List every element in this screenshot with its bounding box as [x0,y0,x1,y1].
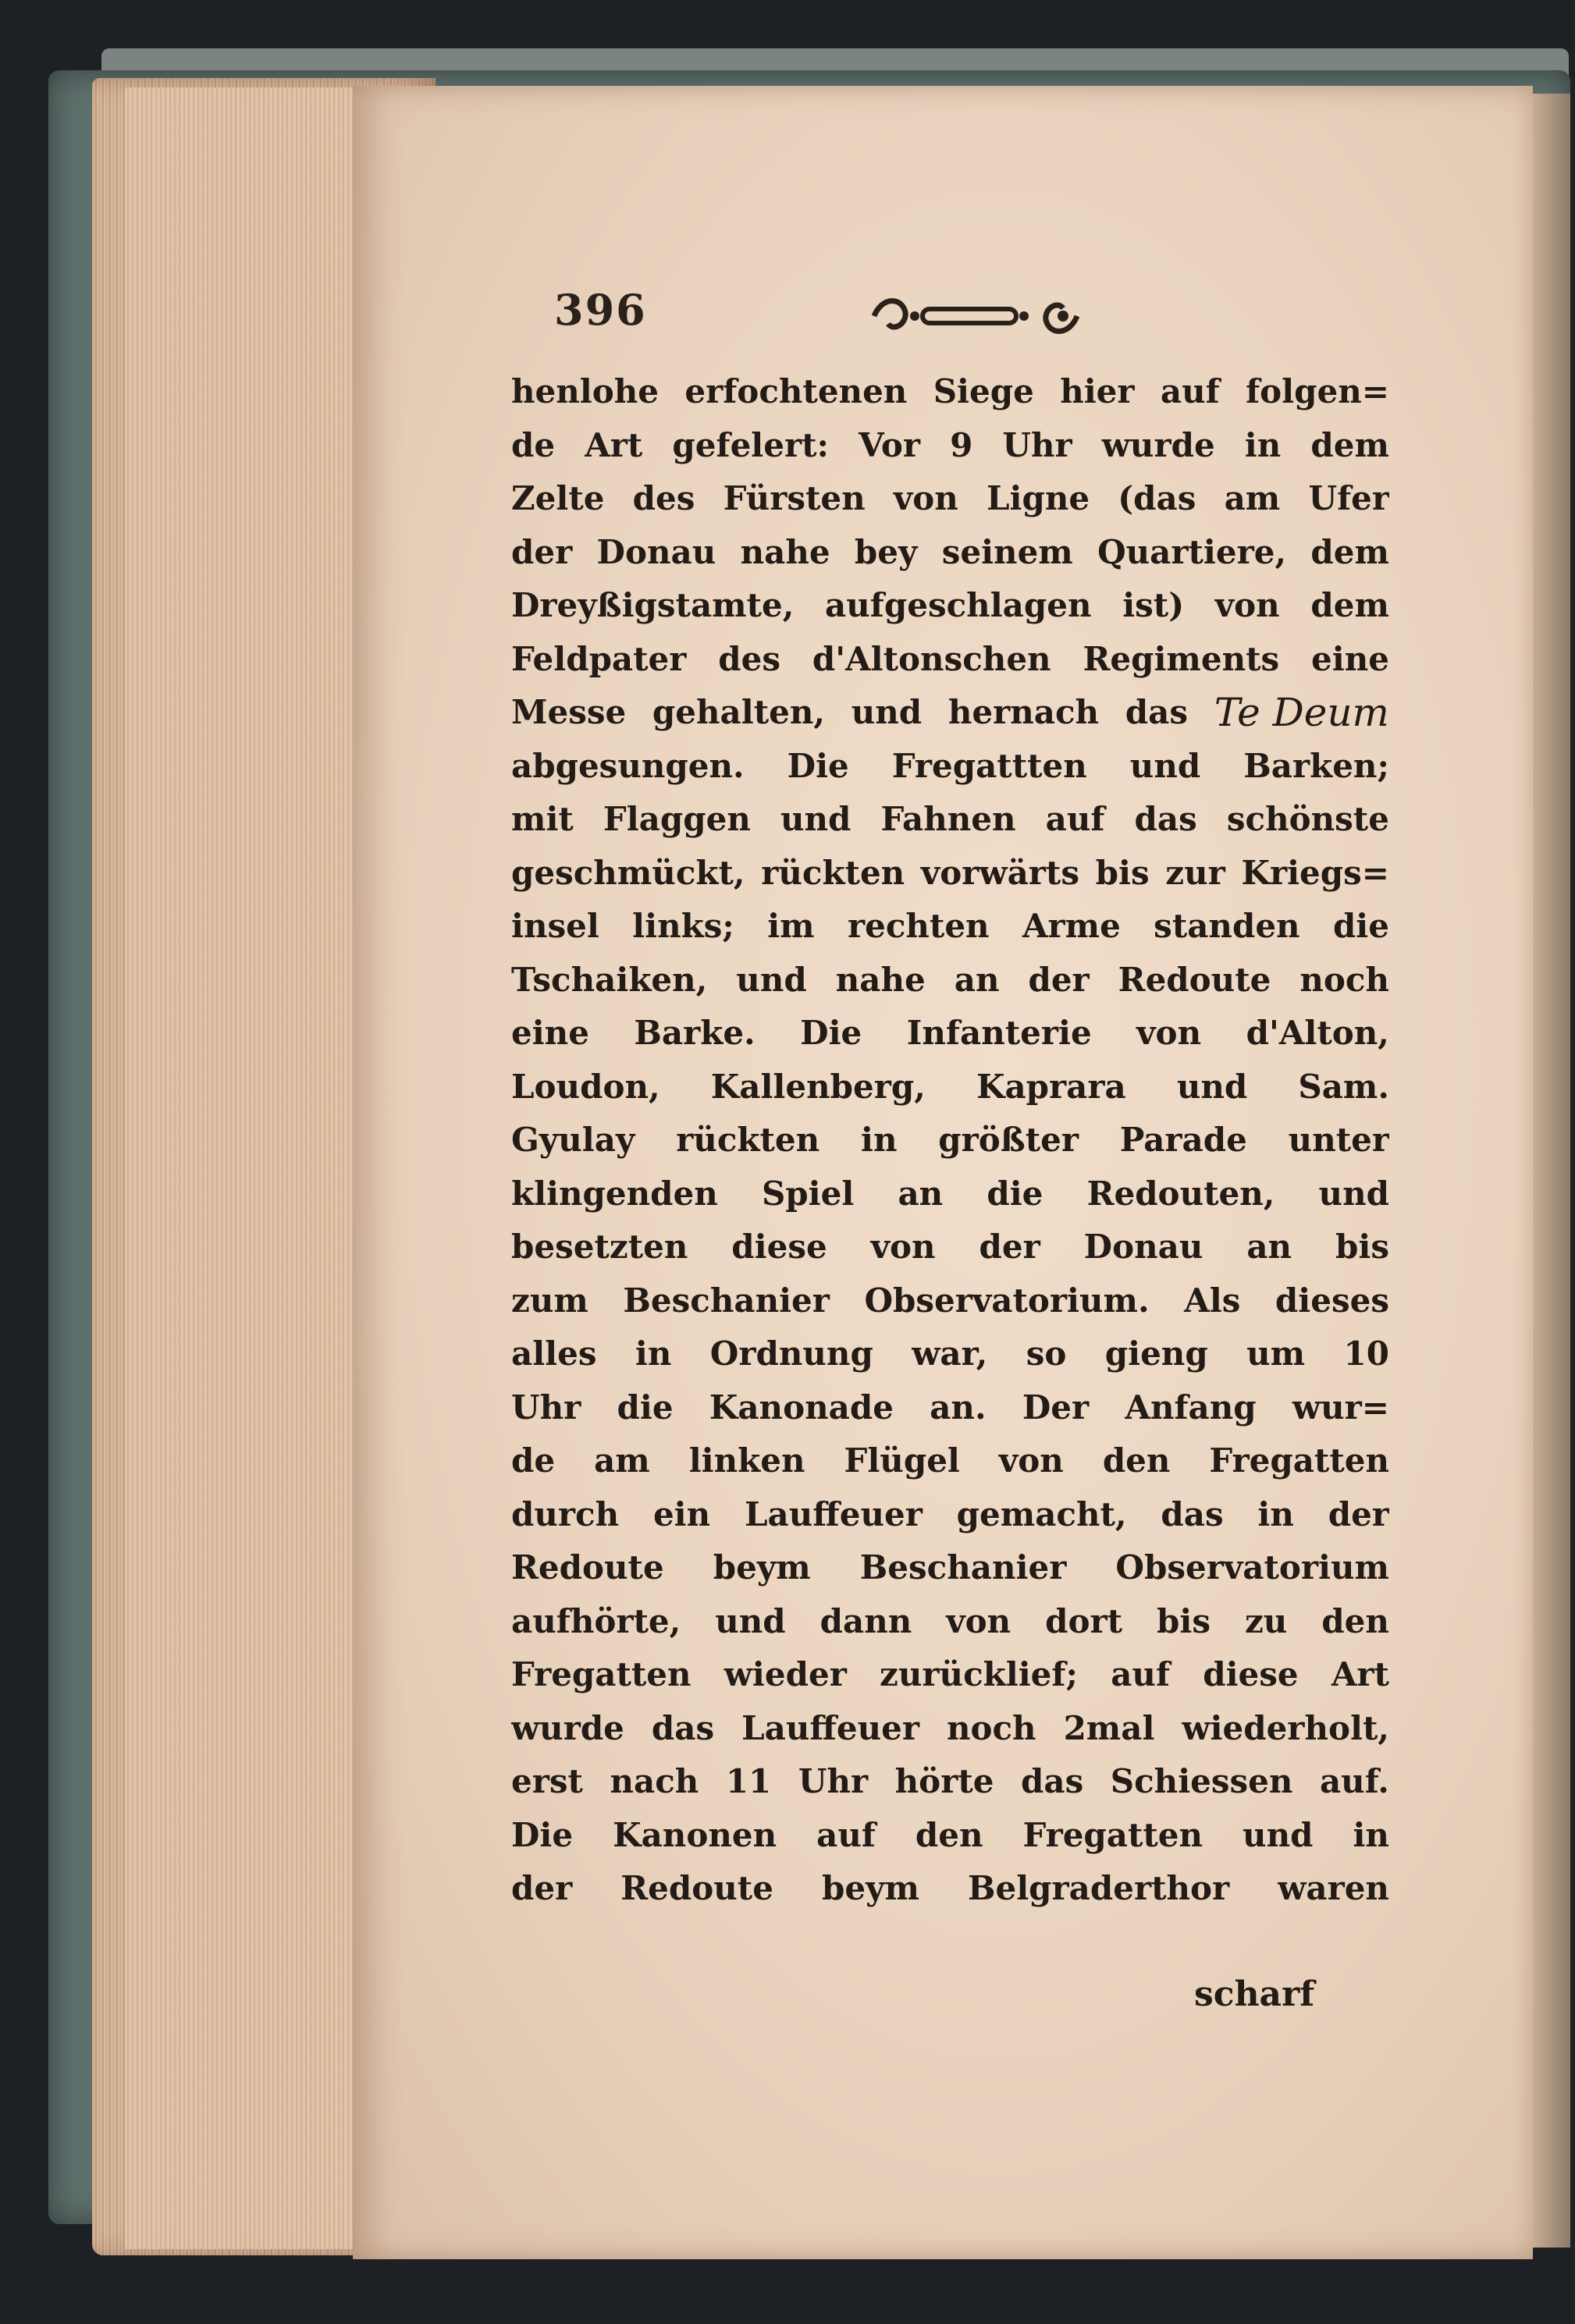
word: Observatorium. [864,1281,1150,1320]
text-line [511,1167,1389,1221]
word: Donau [596,532,716,571]
text-line [511,1061,1389,1114]
word: noch [946,1708,1036,1747]
word: dann [819,1601,912,1640]
text-line [511,793,1389,847]
word: hörte [894,1762,994,1800]
word: wurde [1101,425,1215,464]
word: Barke. [634,1014,756,1052]
text-line [511,1327,1389,1381]
word: Kanonen [613,1815,777,1854]
word: Redoute [1118,960,1271,999]
word: Fregatten [511,1655,692,1693]
word: aufgeschlagen [825,586,1092,624]
text-line [511,1541,1389,1595]
word: schönste [1226,800,1389,838]
text-line [511,1488,1389,1542]
word: aufhörte, [511,1601,681,1640]
word: von [1136,1014,1202,1052]
header-ornament-icon [859,289,1093,343]
word: Te Deum [1214,690,1389,735]
word: und [780,800,851,838]
word: Uhr [798,1762,869,1800]
word: folgen= [1246,372,1389,410]
word: in [1244,425,1282,464]
text-line [511,419,1389,473]
word: Siege [933,372,1034,410]
word: Dreyßigstamte, [511,586,795,624]
word: Art [585,425,643,464]
word: und [1176,1067,1248,1106]
word: das [1161,1494,1224,1533]
word: von [870,1228,936,1266]
text-line [511,1434,1389,1488]
text-line [511,1595,1389,1649]
word: gieng [1104,1334,1208,1373]
word: auf [816,1815,876,1854]
word: Fürsten [723,479,866,517]
word: diese [731,1228,827,1266]
word: auf [1160,372,1220,410]
word: Beschanier [623,1281,830,1320]
word: zu [1244,1601,1288,1640]
word: um [1246,1334,1306,1373]
word: der [511,532,573,571]
word: de [511,425,556,464]
text-line [511,1862,1389,1916]
word: alles [511,1334,597,1373]
word: besetzten [511,1228,688,1266]
word: dieses [1275,1281,1389,1320]
word: dort [1045,1601,1123,1640]
word: eine [511,1014,589,1052]
word: Redouten, [1086,1174,1275,1213]
word: bis [1095,853,1150,892]
text-line [511,1702,1389,1756]
text-line [511,900,1389,954]
word: Ufer [1308,479,1389,517]
word: abgesungen. [511,746,745,785]
word: Belgraderthor [967,1869,1230,1907]
word: Flügel [844,1441,960,1480]
text-line [511,365,1389,419]
word: ist) [1122,586,1185,624]
word: zur [1165,853,1225,892]
word: so [1026,1334,1067,1373]
word: Schiessen [1110,1762,1293,1800]
word: war, [912,1334,988,1373]
word: henlohe [511,372,660,410]
word: gefelert: [672,425,829,464]
word: links; [632,907,734,945]
word: zurücklief; [880,1655,1078,1693]
word: de [511,1441,556,1480]
word: von [946,1601,1011,1640]
word: von [998,1441,1064,1480]
word: zum [511,1281,588,1320]
word: Beschanier [859,1548,1067,1587]
word: Die [511,1815,574,1854]
word: Messe [511,693,627,731]
word: Fahnen [880,800,1016,838]
word: das [1134,800,1197,838]
text-line [511,740,1389,794]
word: linken [688,1441,805,1480]
word: geschmückt, [511,853,745,892]
text-line [511,1114,1389,1167]
word: Die [787,746,849,785]
word: hier [1060,372,1135,410]
word: in [1353,1815,1389,1854]
word: d'Altonschen [812,639,1051,678]
word: Quartiere, [1097,532,1287,571]
gutter-edge [1533,94,1570,2248]
word: bey [854,532,918,571]
text-line [511,472,1389,526]
word: klingenden [511,1174,718,1213]
word: 2mal [1063,1708,1155,1747]
word: und [1129,746,1201,785]
word: an [898,1174,944,1213]
word: wieder [724,1655,847,1693]
text-line [511,633,1389,687]
word: des [632,479,695,517]
word: der [1028,960,1090,999]
word: ein [652,1494,711,1533]
word: an. [930,1388,987,1427]
text-line [511,526,1389,580]
word: Kaprara [976,1067,1126,1106]
page-number: 396 [554,285,647,335]
word: beym [713,1548,811,1587]
word: rechten [847,907,990,945]
word: Fregattten [891,746,1087,785]
word: im [767,907,815,945]
text-line [511,954,1389,1007]
word: den [1102,1441,1171,1480]
word: in [1257,1494,1294,1533]
word: Lauffeuer [741,1708,919,1747]
word: den [915,1815,983,1854]
text-line [511,1221,1389,1274]
word: Kallenberg, [710,1067,926,1106]
word: 10 [1343,1334,1389,1373]
word: bis [1335,1228,1389,1266]
word: Kriegs= [1241,853,1389,892]
word: Der [1022,1388,1090,1427]
word: dem [1310,532,1389,571]
word: mit [511,800,574,838]
text-line [511,1381,1389,1435]
word: der [1328,1494,1389,1533]
word: Vor [859,425,920,464]
word: 9 [950,425,973,464]
word: in [860,1121,898,1159]
word: wiederholt, [1182,1708,1389,1747]
word: Parade [1119,1121,1247,1159]
word: Art [1331,1655,1389,1693]
word: beym [821,1869,919,1907]
word: Donau [1083,1228,1203,1266]
text-line [511,1274,1389,1328]
word: die [617,1388,674,1427]
word: erst [511,1762,583,1800]
word: Uhr [511,1388,581,1427]
word: Spiel [761,1174,855,1213]
word: standen [1154,907,1300,945]
word: nahe [835,960,926,999]
word: und [1243,1815,1314,1854]
word: am [594,1441,650,1480]
word: Redoute [511,1548,664,1587]
word: an [954,960,1000,999]
word: Fregatten [1209,1441,1389,1480]
word: waren [1278,1869,1389,1907]
word: seinem [941,532,1073,571]
word: Flaggen [603,800,751,838]
word: gehalten, [652,693,825,731]
word: eine [1311,639,1389,678]
word: der [511,1869,573,1907]
word: am [1224,479,1281,517]
word: dem [1310,425,1389,464]
word: dem [1310,586,1389,624]
word: Fregatten [1022,1815,1203,1854]
word: wur= [1292,1388,1389,1427]
word: Arme [1022,907,1121,945]
body-text [511,365,1389,1916]
word: Observatorium [1115,1548,1389,1587]
catchword: scharf [1194,1974,1315,2014]
word: auf. [1319,1762,1389,1800]
word: durch [511,1494,620,1533]
word: Zelte [511,479,605,517]
word: Barken; [1243,746,1389,785]
word: Tschaiken, [511,960,708,999]
text-line [511,1755,1389,1809]
word: insel [511,907,599,945]
word: die [987,1174,1043,1213]
word: wurde [511,1708,624,1747]
word: größter [938,1121,1079,1159]
word: d'Alton, [1246,1014,1389,1052]
word: des [718,639,780,678]
text-line [511,847,1389,901]
text-line [511,1809,1389,1863]
word: und [715,1601,786,1640]
word: Feldpater [511,639,687,678]
word: in [635,1334,672,1373]
word: Redoute [620,1869,773,1907]
word: erfochtenen [684,372,908,410]
word: auf [1045,800,1105,838]
word: Gyulay [511,1121,635,1159]
word: Ligne [986,479,1090,517]
text-line [511,579,1389,633]
text-line [511,1648,1389,1702]
word: und [736,960,807,999]
word: rückten [761,853,905,892]
word: Sam. [1298,1067,1389,1106]
word: von [1214,586,1280,624]
word: auf [1111,1655,1171,1693]
word: Lauffeuer [744,1494,923,1533]
text-line [511,686,1389,740]
word: Kanonade [709,1388,894,1427]
word: noch [1299,960,1389,999]
word: hernach [947,693,1100,731]
word: vorwärts [920,853,1079,892]
word: diese [1203,1655,1299,1693]
word: die [1332,907,1389,945]
word: das [651,1708,715,1747]
word: das [1020,1762,1084,1800]
word: Infanterie [906,1014,1092,1052]
word: den [1321,1601,1389,1640]
word: Regiments [1083,639,1280,678]
word: gemacht, [956,1494,1127,1533]
text-line [511,1007,1389,1061]
word: nahe [740,532,830,571]
word: das [1125,693,1188,731]
word: Als [1184,1281,1241,1320]
word: und [1318,1174,1389,1213]
word: Die [800,1014,862,1052]
word: (das [1118,479,1196,517]
word: und [851,693,923,731]
word: Ordnung [709,1334,873,1373]
word: 11 [725,1762,772,1800]
word: bis [1157,1601,1211,1640]
word: an [1246,1228,1292,1266]
word: der [979,1228,1040,1266]
word: unter [1288,1121,1389,1159]
word: Anfang [1125,1388,1257,1427]
word: von [893,479,958,517]
word: Uhr [1002,425,1072,464]
word: rückten [676,1121,820,1159]
word: Loudon, [511,1067,660,1106]
word: nach [610,1762,699,1800]
